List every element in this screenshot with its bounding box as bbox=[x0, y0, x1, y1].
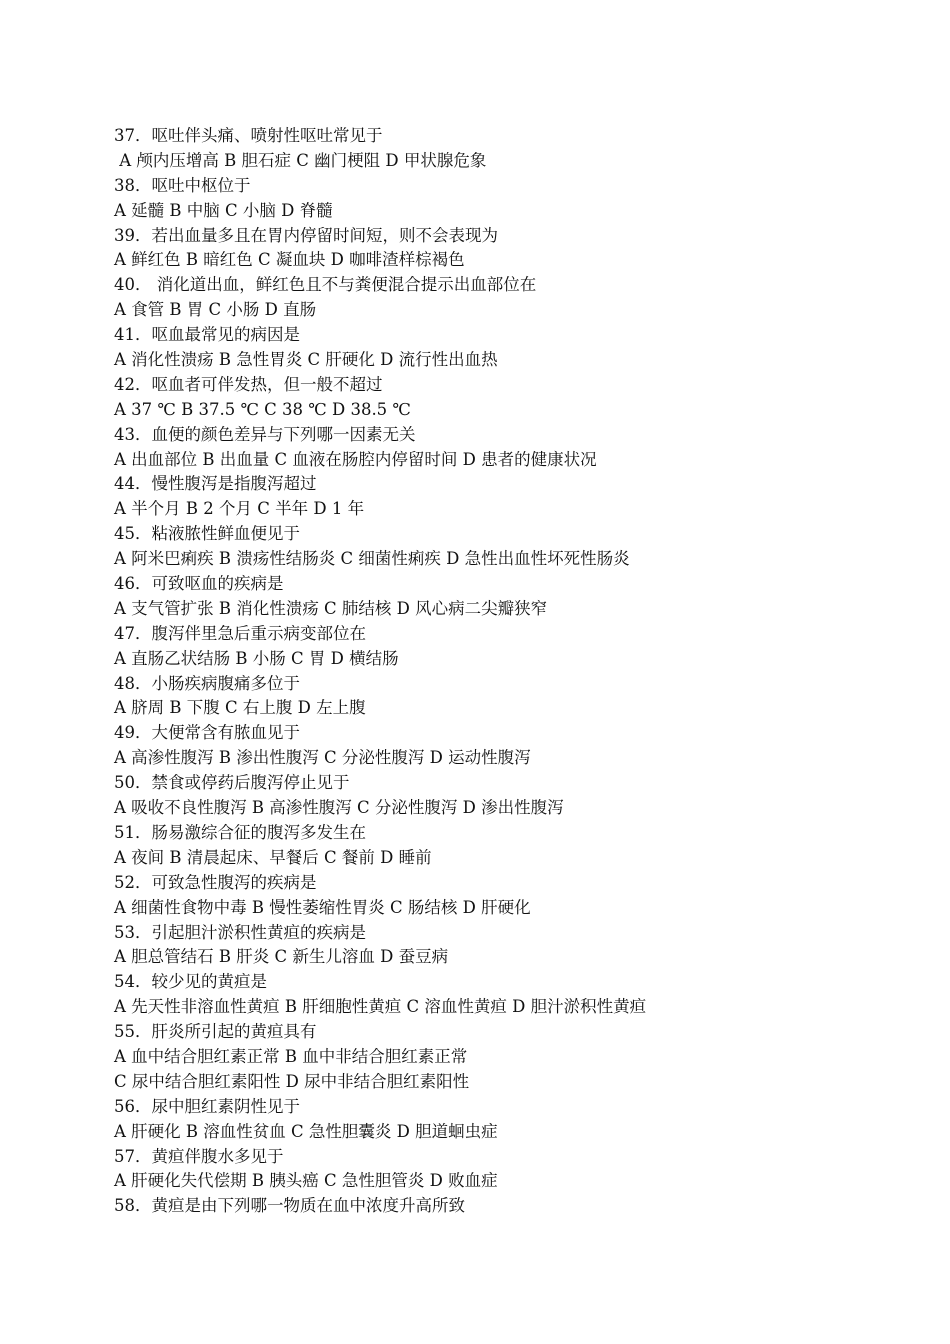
question-46: 46．可致呕血的疾病是 bbox=[114, 574, 284, 594]
question-55: 55．肝炎所引起的黄疸具有 bbox=[114, 1022, 317, 1042]
options-53: A 胆总管结石 B 肝炎 C 新生儿溶血 D 蚕豆病 bbox=[114, 947, 449, 967]
options-57: A 肝硬化失代偿期 B 胰头癌 C 急性胆管炎 D 败血症 bbox=[114, 1171, 498, 1191]
options-51: A 夜间 B 清晨起床、早餐后 C 餐前 D 睡前 bbox=[114, 847, 432, 867]
question-48: 48．小肠疾病腹痛多位于 bbox=[114, 673, 300, 693]
options-48: A 脐周 B 下腹 C 右上腹 D 左上腹 bbox=[114, 698, 366, 718]
options-49: A 高渗性腹泻 B 渗出性腹泻 C 分泌性腹泻 D 运动性腹泻 bbox=[114, 748, 531, 768]
question-56: 56．尿中胆红素阴性见于 bbox=[114, 1096, 300, 1116]
options-41: A 消化性溃疡 B 急性胃炎 C 肝硬化 D 流行性出血热 bbox=[114, 350, 498, 370]
options-37: A 颅内压增高 B 胆石症 C 幽门梗阻 D 甲状腺危象 bbox=[114, 150, 487, 170]
question-37: 37．呕吐伴头痛、喷射性呕吐常见于 bbox=[114, 126, 383, 145]
options-43: A 出血部位 B 出血量 C 血液在肠腔内停留时间 D 患者的健康状况 bbox=[114, 449, 597, 469]
options-54: A 先天性非溶血性黄疸 B 肝细胞性黄疸 C 溶血性黄疸 D 胆汁淤积性黄疸 bbox=[114, 997, 647, 1017]
question-43: 43．血便的颜色差异与下列哪一因素无关 bbox=[114, 424, 416, 444]
options-56: A 肝硬化 B 溶血性贫血 C 急性胆囊炎 D 胆道蛔虫症 bbox=[114, 1121, 498, 1141]
question-54: 54．较少见的黄疸是 bbox=[114, 972, 267, 992]
question-42: 42．呕血者可伴发热，但一般不超过 bbox=[114, 374, 383, 394]
question-50: 50．禁食或停药后腹泻停止见于 bbox=[114, 773, 350, 793]
question-39: 39．若出血量多且在胃内停留时间短，则不会表现为 bbox=[114, 225, 498, 245]
options-47: A 直肠乙状结肠 B 小肠 C 胃 D 横结肠 bbox=[114, 648, 399, 668]
question-47: 47．腹泻伴里急后重示病变部位在 bbox=[114, 623, 366, 643]
question-41: 41．呕血最常见的病因是 bbox=[114, 325, 300, 345]
options-55-a-b: A 血中结合胆红素正常 B 血中非结合胆红素正常 bbox=[114, 1046, 468, 1066]
options-38: A 延髓 B 中脑 C 小脑 D 脊髓 bbox=[114, 200, 333, 220]
question-52: 52．可致急性腹泻的疾病是 bbox=[114, 872, 317, 892]
options-52: A 细菌性食物中毒 B 慢性萎缩性胃炎 C 肠结核 D 肝硬化 bbox=[114, 897, 531, 917]
question-49: 49．大便常含有脓血见于 bbox=[114, 723, 300, 743]
question-38: 38．呕吐中枢位于 bbox=[114, 175, 251, 195]
question-58: 58．黄疸是由下列哪一物质在血中浓度升高所致 bbox=[114, 1196, 465, 1216]
question-44: 44．慢性腹泻是指腹泻超过 bbox=[114, 474, 317, 494]
options-39: A 鲜红色 B 暗红色 C 凝血块 D 咖啡渣样棕褐色 bbox=[114, 250, 465, 270]
options-42: A 37 ℃ B 37.5 ℃ C 38 ℃ D 38.5 ℃ bbox=[114, 399, 411, 419]
question-53: 53．引起胆汁淤积性黄疸的疾病是 bbox=[114, 922, 366, 942]
question-57: 57．黄疸伴腹水多见于 bbox=[114, 1146, 284, 1166]
options-40: A 食管 B 胃 C 小肠 D 直肠 bbox=[114, 300, 317, 320]
question-51: 51．肠易激综合征的腹泻多发生在 bbox=[114, 822, 366, 842]
question-40: 40． 消化道出血，鲜红色且不与粪便混合提示出血部位在 bbox=[114, 275, 537, 295]
question-list bbox=[114, 124, 874, 1219]
options-44: A 半个月 B 2 个月 C 半年 D 1 年 bbox=[114, 499, 365, 519]
options-46: A 支气管扩张 B 消化性溃疡 C 肺结核 D 风心病二尖瓣狭窄 bbox=[114, 598, 548, 618]
options-50: A 吸收不良性腹泻 B 高渗性腹泻 C 分泌性腹泻 D 渗出性腹泻 bbox=[114, 798, 564, 818]
options-55-c-d: C 尿中结合胆红素阳性 D 尿中非结合胆红素阳性 bbox=[114, 1071, 470, 1091]
question-45: 45．粘液脓性鲜血便见于 bbox=[114, 524, 300, 544]
options-45: A 阿米巴痢疾 B 溃疡性结肠炎 C 细菌性痢疾 D 急性出血性坏死性肠炎 bbox=[114, 549, 630, 569]
